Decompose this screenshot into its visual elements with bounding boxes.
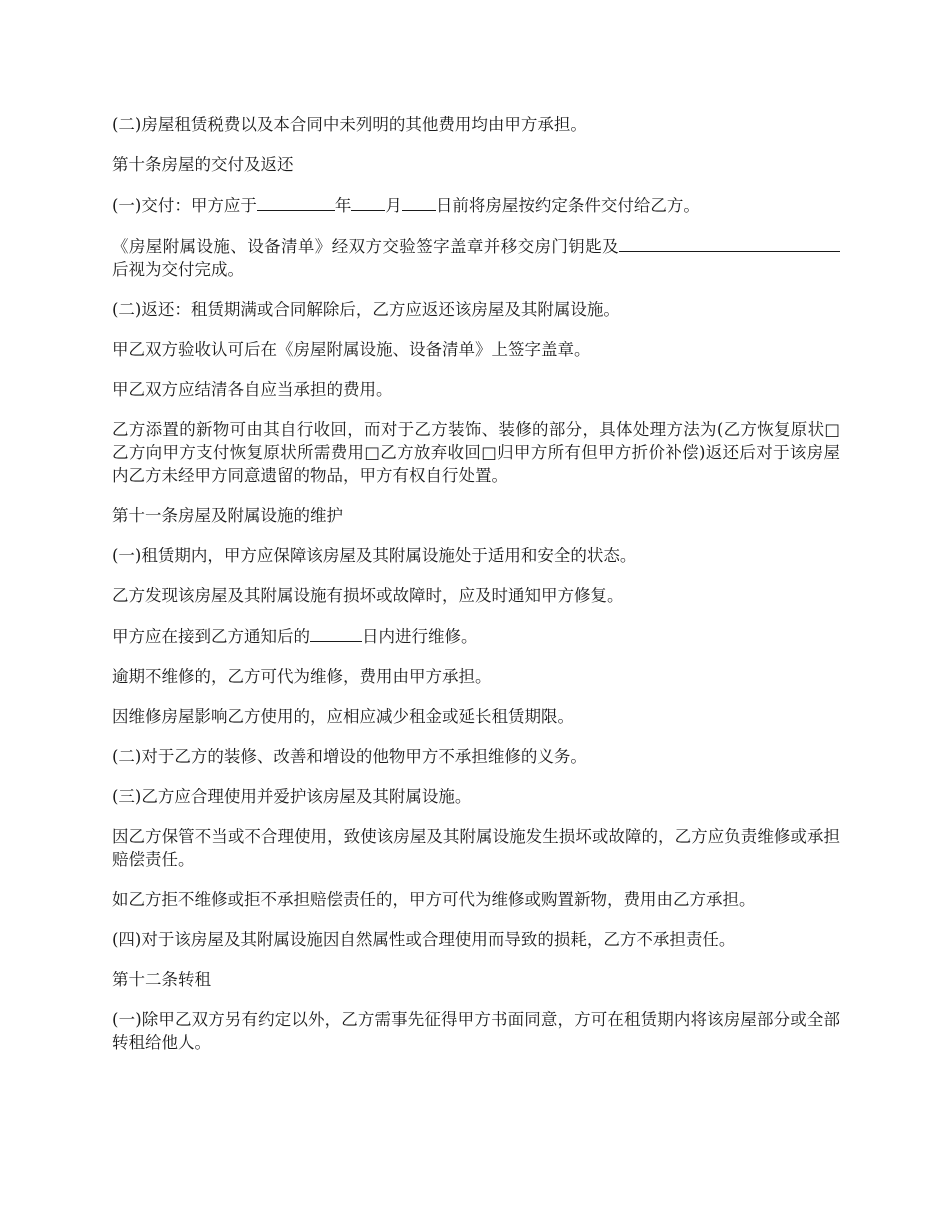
paragraph-new-items: 乙方添置的新物可由其自行收回，而对于乙方装饰、装修的部分，具体处理方法为(乙方恢复原状□乙方向甲方支付恢复原状所需费用□乙方放弃收回□归甲方所有但甲方折价补偿)返还后对于该房屋内乙方未经甲方同意遗留的物品，甲方有权自行处置。 <box>112 420 840 485</box>
paragraph-tax-fees: (二)房屋租赁税费以及本合同中未列明的其他费用均由甲方承担。 <box>112 115 587 134</box>
blank-handover-1 <box>619 234 784 252</box>
delivery-text-a: (一)交付：甲方应于 <box>112 196 257 215</box>
paragraph-rent-reduction: 因维修房屋影响乙方使用的，应相应减少租金或延长租赁期限。 <box>112 707 574 726</box>
repair-text-a: 甲方应在接到乙方通知后的 <box>112 627 310 646</box>
delivery-text-b: 年 <box>334 196 352 215</box>
blank-repair-days <box>310 624 362 642</box>
heading-article-10: 第十条房屋的交付及返还 <box>112 155 294 174</box>
paragraph-notify-repair: 乙方发现该房屋及其附属设施有损坏或故障时，应及时通知甲方修复。 <box>112 586 624 605</box>
document-body <box>112 113 840 1071</box>
paragraph-delivery <box>112 193 840 217</box>
paragraph-natural-wear: (四)对于该房屋及其附属设施因自然属性或合理使用而导致的损耗，乙方不承担责任。 <box>112 930 736 949</box>
paragraph-acceptance: 甲乙双方验收认可后在《房屋附属设施、设备清单》上签字盖章。 <box>112 340 591 359</box>
paragraph-refuse-repair: 如乙方拒不维修或拒不承担赔偿责任的，甲方可代为维修或购置新物，费用由乙方承担。 <box>112 890 756 909</box>
paragraph-sublease: (一)除甲乙双方另有约定以外，乙方需事先征得甲方书面同意，方可在租赁期内将该房屋部分或全部转租给他人。 <box>112 1010 840 1052</box>
paragraph-return: (二)返还：租赁期满或合同解除后，乙方应返还该房屋及其附属设施。 <box>112 300 620 319</box>
blank-year <box>257 193 335 211</box>
handover-text-a: 《房屋附属设施、设备清单》经双方交验签字盖章并移交房门钥匙及 <box>112 237 619 256</box>
paragraph-renovation: (二)对于乙方的装修、改善和增设的他物甲方不承担维修的义务。 <box>112 747 587 766</box>
paragraph-settle-fees: 甲乙双方应结清各自应当承担的费用。 <box>112 380 393 399</box>
heading-article-11: 第十一条房屋及附属设施的维护 <box>112 506 343 525</box>
handover-text-b: 后视为交付完成。 <box>112 260 244 279</box>
paragraph-handover <box>112 234 840 281</box>
paragraph-proper-use: (三)乙方应合理使用并爱护该房屋及其附属设施。 <box>112 787 472 806</box>
delivery-text-d: 日前将房屋按约定条件交付给乙方。 <box>435 196 700 215</box>
paragraph-damage-liability: 因乙方保管不当或不合理使用，致使该房屋及其附属设施发生损坏或故障的，乙方应负责维修或承担赔偿责任。 <box>112 827 840 869</box>
delivery-text-c: 月 <box>385 196 402 215</box>
blank-handover-2 <box>784 234 840 252</box>
paragraph-repair-days <box>112 624 840 648</box>
paragraph-maintenance-duty: (一)租赁期内，甲方应保障该房屋及其附属设施处于适用和安全的状态。 <box>112 546 637 565</box>
paragraph-overdue-repair: 逾期不维修的，乙方可代为维修，费用由甲方承担。 <box>112 667 492 686</box>
repair-text-b: 日内进行维修。 <box>362 627 478 646</box>
blank-month <box>351 193 385 211</box>
blank-day <box>402 193 436 211</box>
heading-article-12: 第十二条转租 <box>112 970 211 989</box>
